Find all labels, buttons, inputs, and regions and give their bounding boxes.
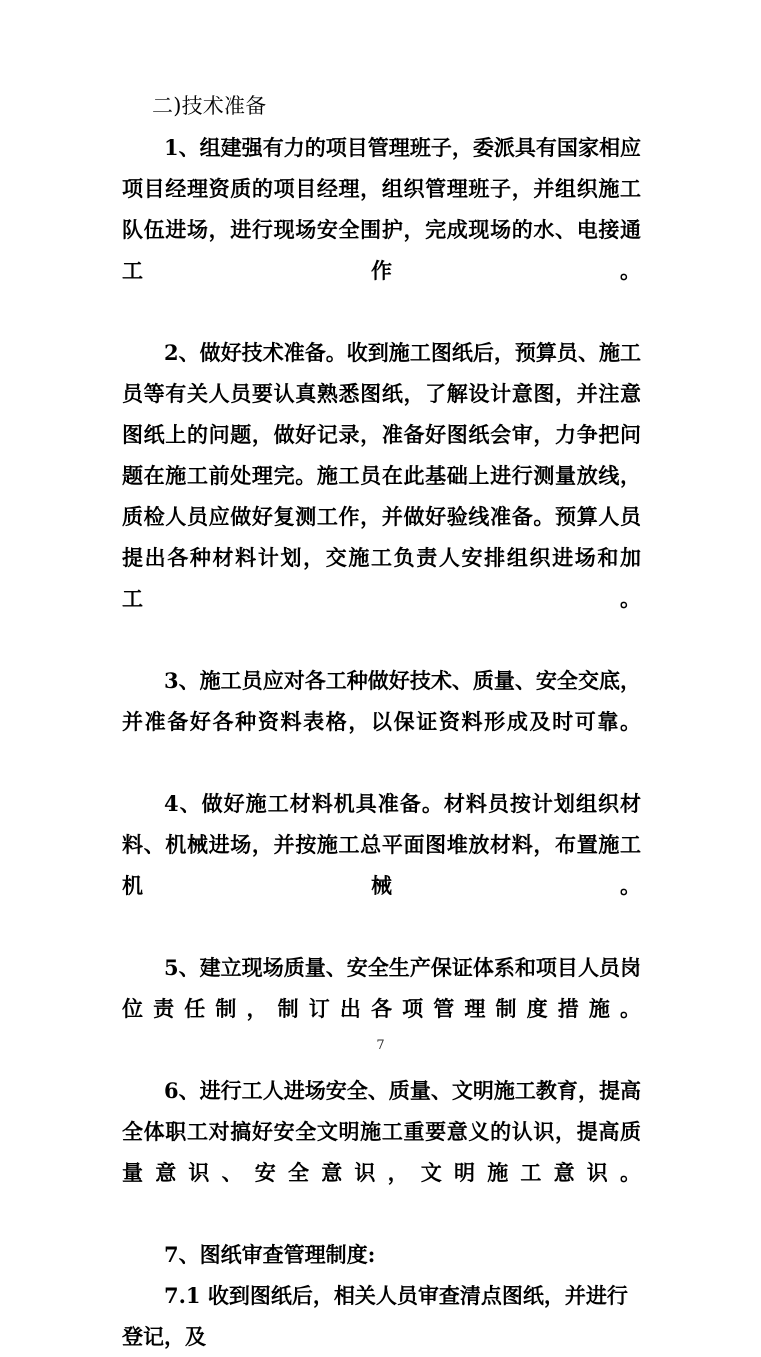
section-heading: 二)技术准备	[152, 94, 267, 118]
paragraph-item-5: 5、建立现场质量、安全生产保证体系和项目人员岗位责任制，制订出各项管理制度措施。	[122, 955, 641, 1021]
paragraph-item-6: 6、进行工人进场安全、质量、文明施工教育，提高全体职工对搞好安全文明施工重要意义的认识，提高质量意识、安全意识，文明施工意识。	[122, 1078, 641, 1185]
paragraph-item-4: 4、做好施工材料机具准备。材料员按计划组织材料、机械进场，并按施工总平面图堆放材料，布置施工机械。	[122, 791, 641, 898]
page-number: 7	[376, 1038, 385, 1053]
paragraph-item-7-1: 7.1 收到图纸后，相关人员审查清点图纸，并进行登记，及	[122, 1283, 628, 1349]
paragraph-item-3: 3、施工员应对各工种做好技术、质量、安全交底，并准备好各种资料表格，以保证资料形成及时可靠。	[122, 668, 641, 734]
paragraph-item-7: 7、图纸审查管理制度:	[164, 1242, 376, 1267]
page-content-area	[122, 86, 641, 1357]
paragraph-item-1: 1、组建强有力的项目管理班子，委派具有国家相应项目经理资质的项目经理，组织管理班子，并组织施工队伍进场，进行现场安全围护，完成现场的水、电接通工作。	[122, 135, 641, 283]
paragraph-item-2: 2、做好技术准备。收到施工图纸后，预算员、施工员等有关人员要认真熟悉图纸，了解设计意图，并注意图纸上的问题，做好记录，准备好图纸会审，力争把问题在施工前处理完。施工员在此基础上进行测量放线，质检人员应做好复测工作，并做好验线准备。预算人员提出各种材料计划，交施工负责人安排组织进场和加工。	[122, 340, 641, 611]
